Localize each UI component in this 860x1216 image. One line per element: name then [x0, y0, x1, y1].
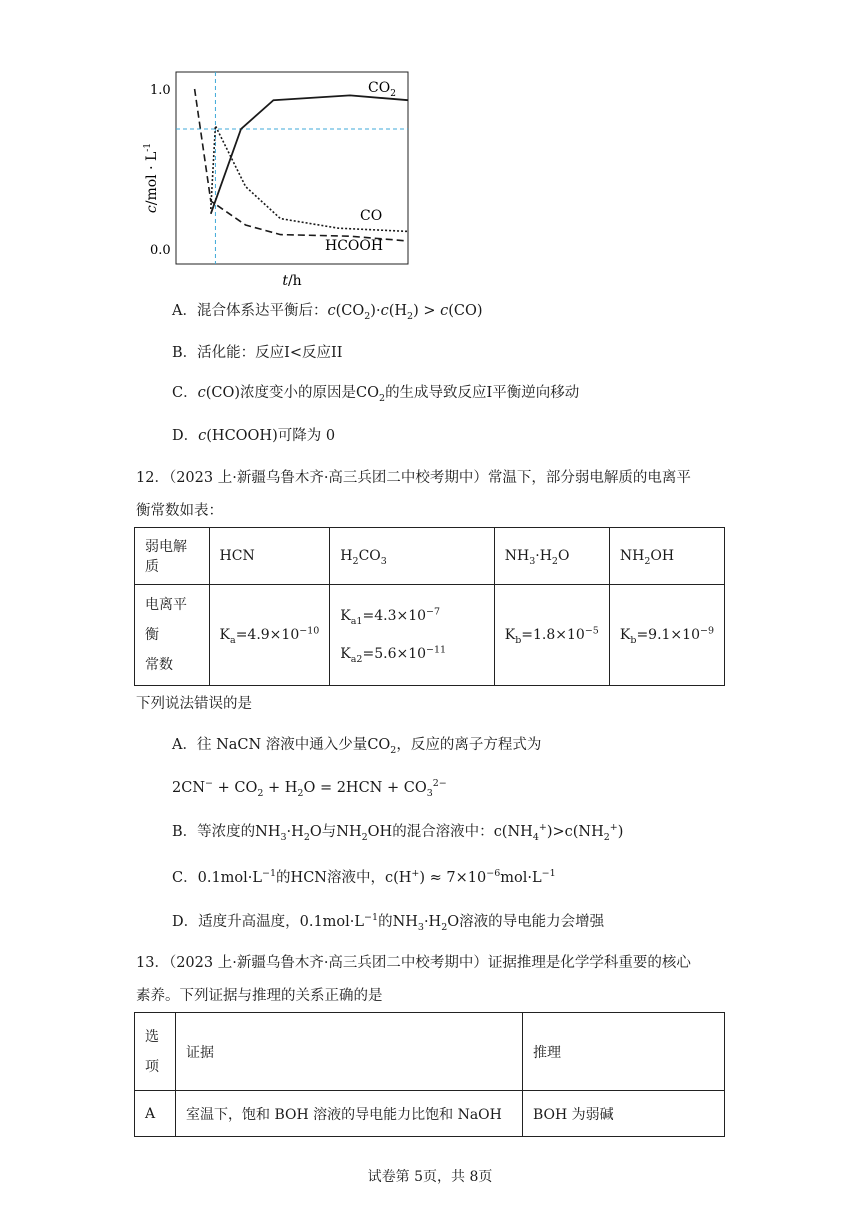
- table-header-cell: $NH_2OH$: [609, 528, 724, 585]
- option-11-a: A．混合体系达平衡后：$c(CO_2)\cdot c(H_2) > c(CO)$: [172, 303, 483, 322]
- question-13-stem-1: 13．（2023 上·新疆乌鲁木齐·高三兵团二中校考期中）证据推理是化学学科重要的核心: [136, 955, 691, 971]
- table-cell-nh2oh: $K_b=9.1\times 10^{-9}$: [609, 585, 724, 686]
- table-header-cell: $H_2CO_3$: [330, 528, 494, 585]
- table-cell-nh3h2o: $K_b=1.8\times 10^{-5}$: [494, 585, 609, 686]
- series-label-co2: $CO_2$: [368, 80, 396, 99]
- option-12-d: D．适度升高温度，$0.1mol\cdot L^{-1}$的$NH_3\cdot H_2O$溶液的导电能力会增强: [172, 912, 605, 933]
- question-12-stem-2: 衡常数如表：: [136, 503, 223, 519]
- table-header-cell: $NH_3\cdot H_2O$: [494, 528, 609, 585]
- table-header-reasoning: 推理: [523, 1013, 725, 1091]
- option-12-a-2: $2CN^- + CO_2 + H_2O = 2HCN + CO_3^{2-}$: [172, 778, 447, 799]
- option-12-c: C．$0.1mol\cdot L^{-1}$的HCN溶液中，$c(H^+) \approx 7\times 10^{-6}mol\cdot L^{-1}$: [172, 868, 556, 886]
- y-tick-label-0: 0.0: [150, 243, 171, 258]
- option-12-a-1: A．往 NaCN 溶液中通入少量$CO_2$，反应的离子方程式为: [172, 737, 542, 756]
- question-13-stem-2: 素养。下列证据与推理的关系正确的是: [136, 988, 383, 1004]
- table-cell-reasoning: BOH 为弱碱: [523, 1091, 725, 1137]
- question-12-intro: 下列说法错误的是: [136, 696, 252, 712]
- series-label-hcooh: HCOOH: [325, 238, 384, 254]
- series-label-co: CO: [360, 208, 383, 224]
- concentration-time-chart: [140, 66, 430, 296]
- table-header-cell: HCN: [209, 528, 330, 585]
- option-12-b: B．等浓度的$NH_3\cdot H_2O$与$NH_2OH$的混合溶液中：$c(NH_4^+)>c(NH_2^+)$: [172, 822, 624, 843]
- series-line-co2: [211, 95, 408, 213]
- table-header-evidence: 证据: [176, 1013, 523, 1091]
- ionization-constants-table: [134, 527, 725, 686]
- evidence-reasoning-table: [134, 1012, 725, 1137]
- option-11-c: C．c(CO)浓度变小的原因是$CO_2$的生成导致反应I平衡逆向移动: [172, 385, 580, 404]
- option-11-b: B．活化能：反应I<反应II: [172, 345, 343, 361]
- table-cell-hcn: $K_a=4.9\times 10^{-10}$: [209, 585, 330, 686]
- table-header-option: 选 项: [135, 1013, 176, 1091]
- table-row-label: A: [135, 1091, 176, 1137]
- table-header-cell: 弱电解质: [135, 528, 210, 585]
- option-11-d: D．c(HCOOH)可降为 0: [172, 428, 336, 444]
- table-cell-evidence: 室温下，饱和 BOH 溶液的导电能力比饱和 NaOH: [176, 1091, 523, 1137]
- x-axis-label: t/h: [282, 273, 302, 289]
- y-tick-label-1: 1.0: [150, 83, 171, 98]
- table-cell-h2co3: $K_{a1}=4.3\times 10^{-7}$ $K_{a2}=5.6\times 10^{-11}$: [330, 585, 494, 686]
- y-axis-label: $c/mol \cdot L^{-1}$: [143, 142, 160, 214]
- page-footer: 试卷第 5页，共 8页: [367, 1169, 493, 1185]
- table-row-label: 电离平衡 常数: [135, 585, 210, 686]
- question-12-stem-1: 12．（2023 上·新疆乌鲁木齐·高三兵团二中校考期中）常温下，部分弱电解质的电离平: [136, 470, 691, 486]
